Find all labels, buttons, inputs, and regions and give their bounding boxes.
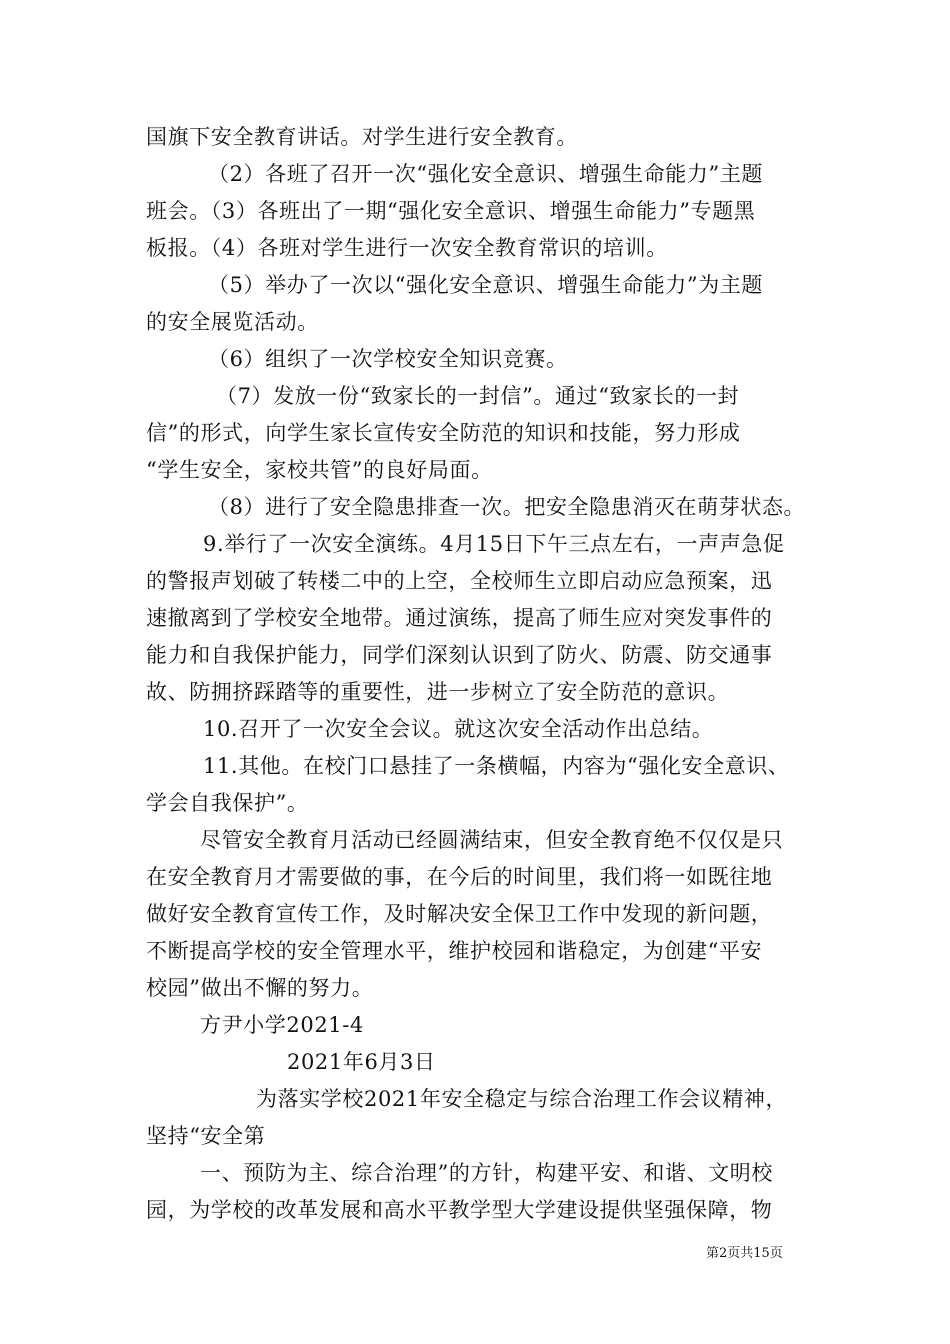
text-line: （5）举办了一次以“强化安全意识、增强生命能力”为主题 xyxy=(208,273,764,297)
text-line: 的安全展览活动。 xyxy=(146,310,319,334)
signature-school: 方尹小学2021-4 xyxy=(200,1013,364,1037)
text-line: （8）进行了安全隐患排查一次。把安全隐患消灭在萌芽状态。 xyxy=(208,495,806,519)
text-line: 尽管安全教育月活动已经圆满结束，但安全教育绝不仅仅是只 xyxy=(200,828,784,852)
text-line: 速撤离到了学校安全地带。通过演练，提高了师生应对突发事件的 xyxy=(146,606,773,630)
page-number: 第2页共15页 xyxy=(706,1246,783,1261)
text-line: 园，为学校的改革发展和高水平教学型大学建设提供坚强保障，物 xyxy=(146,1198,773,1222)
text-line: 在安全教育月才需要做的事，在今后的时间里，我们将一如既往地 xyxy=(146,865,773,889)
text-line: 坚持“安全第 xyxy=(146,1124,266,1148)
text-line: （7）发放一份“致家长的一封信”。通过“致家长的一封 xyxy=(216,384,740,408)
text-line: 校园”做出不懈的努力。 xyxy=(146,976,374,1000)
text-line: 为落实学校2021年安全稳定与综合治理工作会议精神， xyxy=(256,1087,788,1111)
text-line: 班会。（3）各班出了一期“强化安全意识、增强生命能力”专题黑 xyxy=(146,199,756,223)
text-line: 10.召开了一次安全会议。就这次安全活动作出总结。 xyxy=(203,717,714,741)
text-line: 不断提高学校的安全管理水平，维护校园和谐稳定，为创建“平安 xyxy=(146,939,763,963)
text-line: 国旗下安全教育讲话。对学生进行安全教育。 xyxy=(146,125,578,149)
text-line: 的警报声划破了转楼二中的上空，全校师生立即启动应急预案，迅 xyxy=(146,569,773,593)
text-line: 能力和自我保护能力，同学们深刻认识到了防火、防震、防交通事 xyxy=(146,643,773,667)
text-line: 11.其他。在校门口悬挂了一条横幅，内容为“强化安全意识、 xyxy=(203,754,790,778)
text-line: “学生安全，家校共管”的良好局面。 xyxy=(146,458,493,482)
text-line: （2）各班了召开一次“强化安全意识、增强生命能力”主题 xyxy=(208,162,764,186)
text-line: （6）组织了一次学校安全知识竞赛。 xyxy=(208,347,568,371)
text-line: 信”的形式，向学生家长宣传安全防范的知识和技能，努力形成 xyxy=(146,421,741,445)
text-line: 学会自我保护”。 xyxy=(146,791,309,815)
text-line: 9.举行了一次安全演练。4月15日下午三点左右，一声声急促 xyxy=(203,532,785,556)
signature-date: 2021年6月3日 xyxy=(287,1050,436,1074)
text-line: 一、预防为主、综合治理”的方针，构建平安、和谐、文明校 xyxy=(200,1161,773,1185)
text-line: 做好安全教育宣传工作，及时解决安全保卫工作中发现的新问题， xyxy=(146,902,773,926)
text-line: 板报。（4）各班对学生进行一次安全教育常识的培训。 xyxy=(146,236,668,260)
text-line: 故、防拥挤踩踏等的重要性，进一步树立了安全防范的意识。 xyxy=(146,680,730,704)
